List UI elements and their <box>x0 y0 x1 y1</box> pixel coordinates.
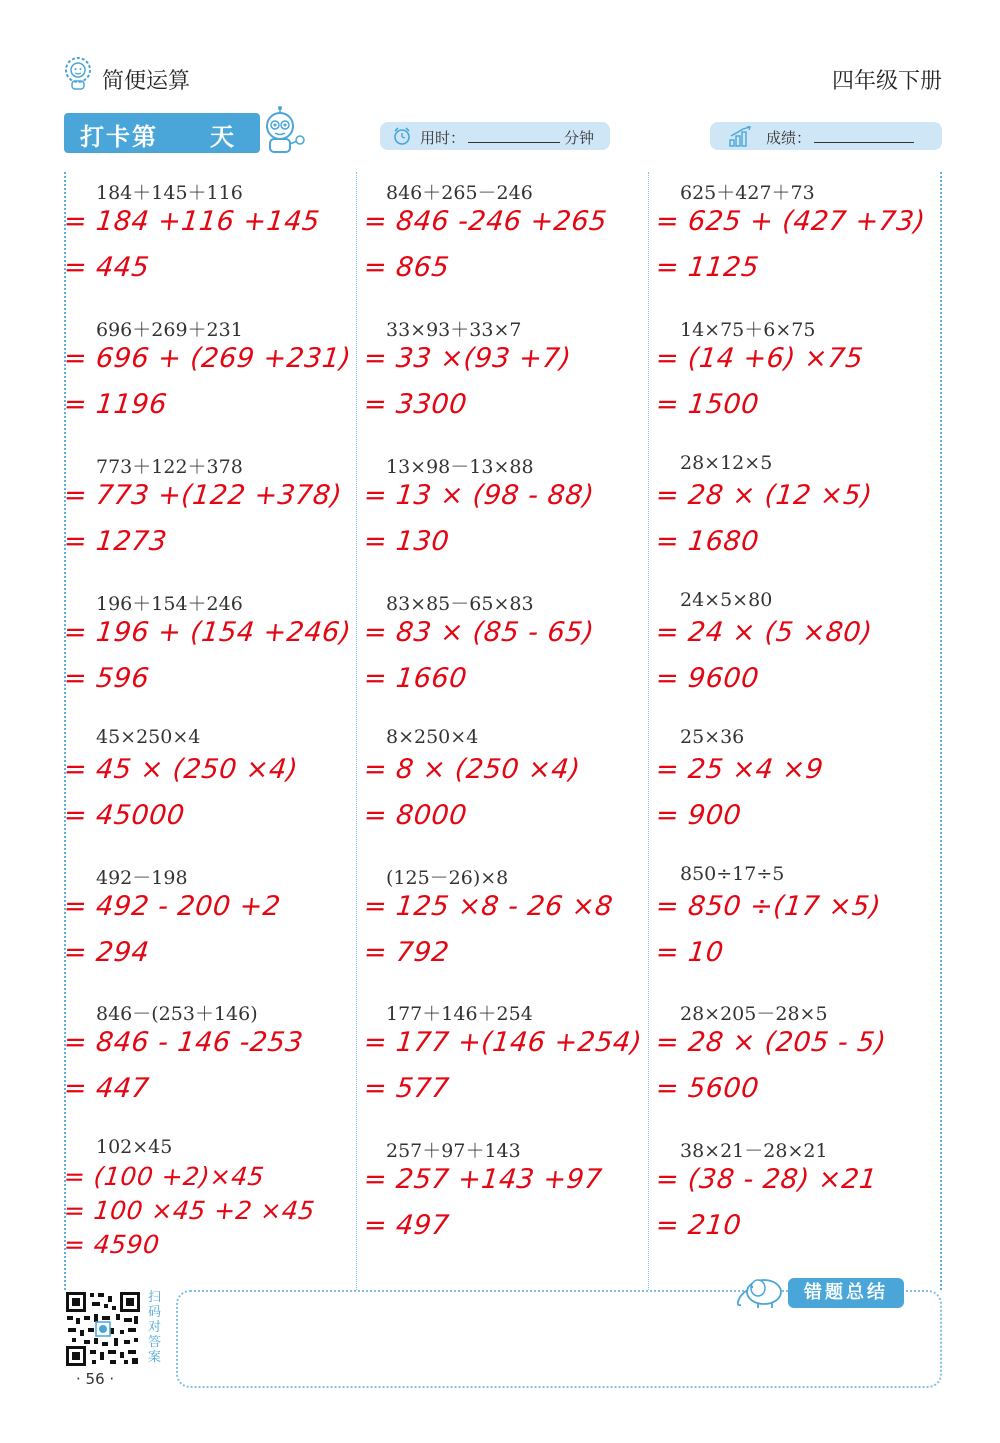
problem-item <box>656 724 936 861</box>
checkin-label: 打卡第 <box>80 123 158 151</box>
lion-icon <box>62 56 94 90</box>
problem-question: 850÷17÷5 <box>680 863 785 885</box>
score-label: 成绩： <box>766 129 812 147</box>
answer-step: = 25 ×4 ×9 <box>654 754 825 785</box>
answer-result: = 865 <box>362 252 451 283</box>
problem-item <box>62 587 353 724</box>
time-blank[interactable] <box>468 142 560 143</box>
time-label: 用时： <box>420 129 466 147</box>
problem-question: 257＋97＋143 <box>386 1140 521 1162</box>
answer-result: = 294 <box>62 937 151 968</box>
answer-result: = 447 <box>62 1073 151 1104</box>
answer-step: = 13 × (98 - 88) <box>362 480 596 511</box>
problem-item <box>656 313 936 450</box>
answer-result: = 210 <box>654 1210 743 1241</box>
day-label: 天 <box>210 123 234 151</box>
answer-result: = 130 <box>362 526 451 557</box>
problem-question: 625＋427＋73 <box>680 182 815 204</box>
answer-result: = 1660 <box>362 663 469 694</box>
column-divider <box>356 172 357 1290</box>
answer-step: = 100 ×45 +2 ×45 <box>62 1196 317 1225</box>
problem-item <box>364 450 644 587</box>
problem-item <box>364 176 644 313</box>
answer-step: = 846 - 146 -253 <box>62 1027 305 1058</box>
score-field <box>710 122 942 150</box>
grade-label: 四年级下册 <box>831 69 942 94</box>
score-blank[interactable] <box>814 142 914 143</box>
problem-question: 25×36 <box>680 726 745 748</box>
answer-step: = 8 × (250 ×4) <box>362 754 582 785</box>
time-unit: 分钟 <box>564 129 595 147</box>
problem-question: 28×205－28×5 <box>680 1003 828 1025</box>
robot-icon <box>256 106 308 158</box>
column-divider <box>648 172 649 1290</box>
problem-item <box>656 861 936 998</box>
problem-question: 773＋122＋378 <box>96 456 243 478</box>
problem-item <box>64 724 344 861</box>
answer-step: = 850 ÷(17 ×5) <box>654 891 883 922</box>
problem-item <box>656 587 936 724</box>
answer-step: = 28 × (12 ×5) <box>654 480 874 511</box>
problem-item <box>656 450 936 587</box>
answer-step: = 125 ×8 - 26 ×8 <box>362 891 615 922</box>
chart-icon <box>728 126 754 148</box>
answer-result: = 1500 <box>654 389 761 420</box>
mistake-summary-tab: 错题总结 <box>788 1278 904 1308</box>
answer-result: = 792 <box>362 937 451 968</box>
problem-question: 177＋146＋254 <box>386 1003 533 1025</box>
problem-question: 14×75＋6×75 <box>680 319 816 341</box>
answer-result: = 8000 <box>362 800 469 831</box>
answer-result: = 497 <box>362 1210 451 1241</box>
problem-item <box>656 176 936 313</box>
answer-step: = 45 × (250 ×4) <box>62 754 300 785</box>
problem-question: 8×250×4 <box>386 726 479 748</box>
problem-item <box>64 861 344 998</box>
problem-question: 184＋145＋116 <box>96 182 243 204</box>
answer-result: = 1125 <box>654 252 761 283</box>
problem-question: 696＋269＋231 <box>96 319 243 341</box>
answer-step: = (38 - 28) ×21 <box>654 1164 879 1195</box>
problem-item <box>364 1134 644 1271</box>
answer-result: = 9600 <box>654 663 761 694</box>
problem-item <box>656 997 936 1134</box>
answer-result: = 1273 <box>62 526 169 557</box>
answer-step: = 83 × (85 - 65) <box>362 617 596 648</box>
answer-step: = 24 × (5 ×80) <box>654 617 874 648</box>
problem-question: 492－198 <box>96 867 188 889</box>
problem-item <box>364 997 644 1134</box>
problem-question: 102×45 <box>96 1136 173 1158</box>
elephant-icon <box>734 1272 786 1310</box>
answer-result: = 445 <box>62 252 151 283</box>
answer-result: = 900 <box>654 800 743 831</box>
answer-step: = 696 + (269 +231) <box>62 343 353 374</box>
column-border <box>940 172 942 1290</box>
answer-step: = 492 - 200 +2 <box>62 891 283 922</box>
answer-result: = 10 <box>654 937 726 968</box>
clock-icon <box>392 127 412 145</box>
answer-result: = 596 <box>62 663 151 694</box>
problem-item <box>64 997 344 1134</box>
answer-step: = 257 +143 +97 <box>362 1164 604 1195</box>
problem-item <box>364 724 644 861</box>
answer-result: = 45000 <box>62 800 187 831</box>
problem-question: 33×93＋33×7 <box>386 319 522 341</box>
answer-result: = 5600 <box>654 1073 761 1104</box>
answer-result: = 3300 <box>362 389 469 420</box>
page-number: · 56 · <box>76 1370 115 1388</box>
answer-step: = (100 +2)×45 <box>62 1162 266 1191</box>
answer-result: = 577 <box>362 1073 451 1104</box>
answer-step: = 184 +116 +145 <box>62 206 322 237</box>
problem-question: 83×85－65×83 <box>386 593 534 615</box>
answer-step: = 28 × (205 - 5) <box>654 1027 888 1058</box>
answer-step: = 846 -246 +265 <box>362 206 609 237</box>
answer-result: = 1680 <box>654 526 761 557</box>
problem-item <box>64 1134 344 1271</box>
answer-step: = 196 + (154 +246) <box>62 617 353 648</box>
time-field <box>380 122 610 150</box>
problem-question: 13×98－13×88 <box>386 456 534 478</box>
problem-question: 45×250×4 <box>96 726 201 748</box>
answer-step: = 773 +(122 +378) <box>62 480 344 511</box>
series-title: 简便运算 <box>102 69 191 94</box>
problem-question: 24×5×80 <box>680 589 773 611</box>
problem-question: 846＋265－246 <box>386 182 533 204</box>
checkin-banner <box>64 113 260 153</box>
answer-step: = 625 + (427 +73) <box>654 206 927 237</box>
problem-question: 846－(253＋146) <box>96 1003 258 1025</box>
answer-step: = 177 +(146 +254) <box>362 1027 644 1058</box>
problem-item <box>62 313 353 450</box>
problem-question: (125－26)×8 <box>386 867 509 889</box>
problem-item <box>656 1134 936 1271</box>
problem-question: 196＋154＋246 <box>96 593 243 615</box>
qr-code[interactable] <box>64 1290 142 1368</box>
answer-step: = 33 ×(93 +7) <box>362 343 573 374</box>
problem-question: 38×21－28×21 <box>680 1140 828 1162</box>
problem-item <box>64 450 344 587</box>
scan-for-answers-label: 扫码对答案 <box>148 1290 162 1365</box>
problem-item <box>364 313 644 450</box>
page-header <box>62 56 942 96</box>
answer-result: = 4590 <box>62 1230 162 1259</box>
answer-result: = 1196 <box>62 389 169 420</box>
problem-item <box>64 176 344 313</box>
problem-item <box>364 861 644 998</box>
answer-step: = (14 +6) ×75 <box>654 343 865 374</box>
problem-question: 28×12×5 <box>680 452 773 474</box>
problem-item <box>364 587 644 724</box>
